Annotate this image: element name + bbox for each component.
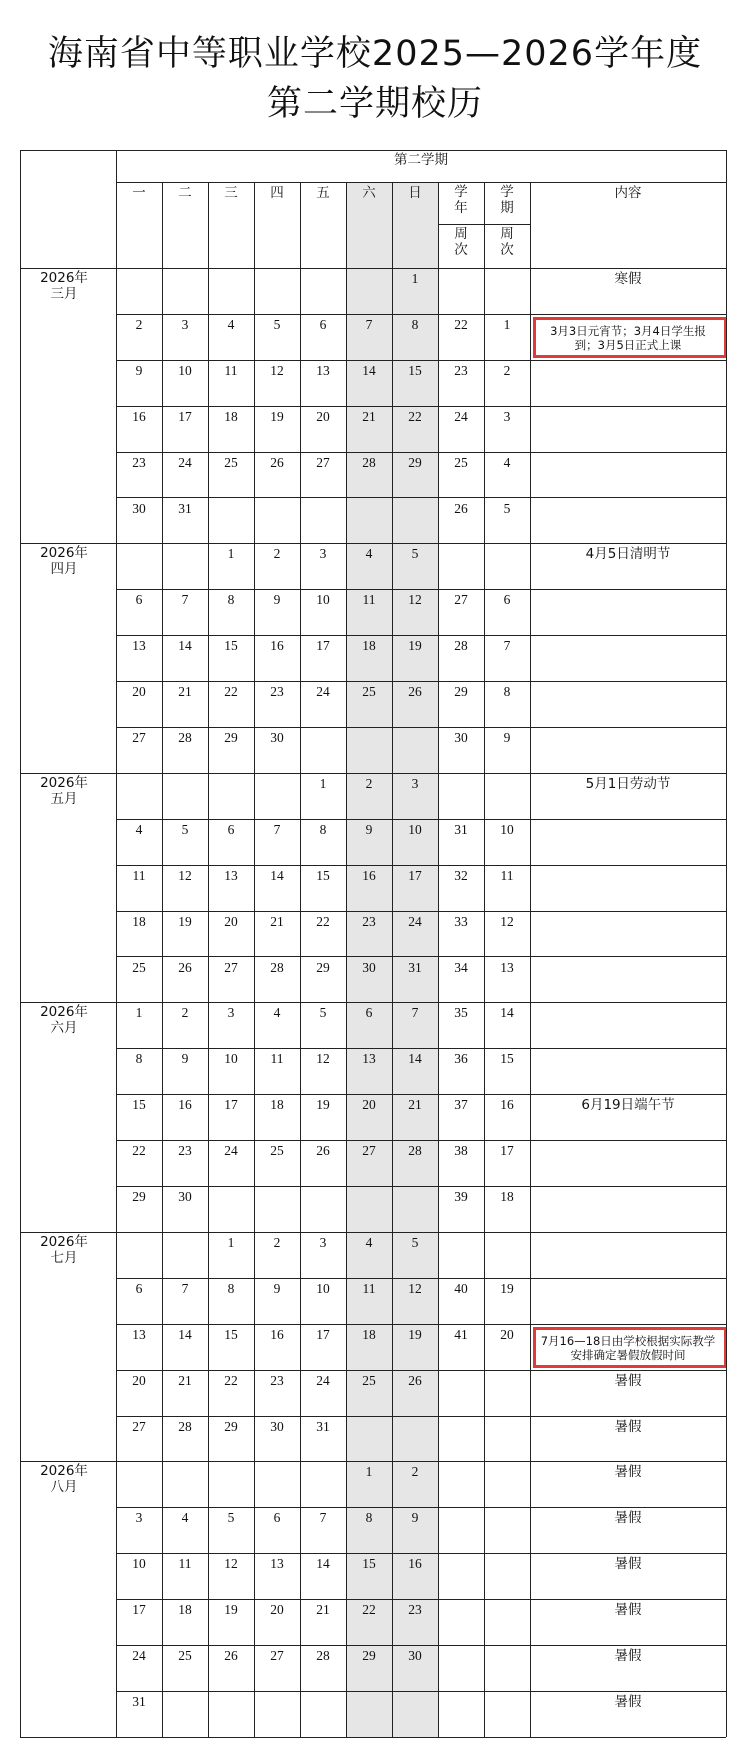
day-cell: 8 (319, 821, 327, 837)
day-cell: 5 (319, 1005, 327, 1021)
day-cell: 11 (132, 867, 146, 883)
weekday-header: 三 (224, 185, 238, 201)
day-cell: 26 (178, 959, 192, 975)
day-cell: 6 (365, 1005, 373, 1021)
day-cell: 27 (132, 1418, 146, 1434)
day-cell: 11 (178, 1556, 192, 1572)
month-label: 2026年 八月 (40, 1463, 88, 1496)
school-week-number: 40 (454, 1280, 468, 1296)
grid-line (208, 182, 209, 1737)
school-week-number: 28 (454, 638, 468, 654)
day-cell: 28 (270, 959, 284, 975)
month-label: 2026年 七月 (40, 1233, 88, 1266)
day-cell: 1 (411, 271, 419, 286)
term-week-number: 12 (500, 913, 514, 929)
day-cell: 4 (365, 546, 373, 562)
day-cell: 4 (365, 1234, 373, 1250)
day-cell: 2 (411, 1464, 419, 1480)
day-cell: 22 (132, 1143, 146, 1159)
school-week-number: 23 (454, 362, 468, 378)
day-cell: 14 (178, 638, 192, 654)
day-cell: 28 (316, 1648, 330, 1663)
day-cell: 17 (132, 1602, 146, 1618)
day-cell: 5 (227, 1510, 235, 1526)
day-cell: 20 (224, 913, 238, 929)
day-cell: 15 (224, 1326, 238, 1342)
day-cell: 21 (408, 1097, 422, 1113)
grid-line (20, 773, 726, 774)
day-cell: 29 (316, 959, 330, 975)
day-cell: 23 (270, 1372, 284, 1388)
day-cell: 12 (316, 1051, 330, 1067)
school-week-header: 学 年 (454, 184, 468, 216)
content-note: 暑假 (614, 1372, 642, 1389)
day-cell: 6 (135, 1280, 143, 1296)
content-note: 7月16—18日由学校根据实际教学安排确定暑假放假时间 (540, 1333, 716, 1362)
day-cell: 7 (181, 592, 189, 608)
day-cell: 9 (411, 1510, 419, 1526)
day-cell: 18 (132, 913, 146, 929)
day-cell: 15 (362, 1556, 376, 1572)
school-week-number: 37 (454, 1097, 468, 1113)
day-cell: 9 (135, 362, 143, 378)
day-cell: 18 (270, 1097, 284, 1113)
grid-line (392, 182, 393, 1737)
school-week-sub-header: 周 次 (454, 226, 468, 258)
day-cell: 16 (270, 638, 284, 654)
day-cell: 25 (362, 684, 376, 700)
day-cell: 23 (408, 1602, 422, 1618)
day-cell: 27 (224, 959, 238, 975)
day-cell: 1 (227, 546, 235, 562)
day-cell: 17 (316, 1326, 330, 1342)
day-cell: 1 (365, 1464, 373, 1480)
day-cell: 6 (227, 821, 235, 837)
highlight-box (533, 1327, 727, 1368)
grid-line (20, 1461, 726, 1462)
month-label: 2026年 四月 (40, 545, 88, 578)
day-cell: 20 (270, 1602, 284, 1618)
day-cell: 12 (408, 592, 422, 608)
day-cell: 12 (408, 1280, 422, 1296)
day-cell: 2 (365, 775, 373, 791)
day-cell: 18 (178, 1602, 192, 1618)
day-cell: 9 (181, 1051, 189, 1067)
day-cell: 26 (270, 454, 284, 470)
day-cell: 29 (362, 1648, 376, 1663)
day-cell: 31 (178, 500, 192, 516)
day-cell: 10 (408, 821, 422, 837)
month-label: 2026年 五月 (40, 774, 88, 807)
day-cell: 24 (224, 1143, 238, 1159)
term-week-number: 2 (503, 362, 511, 378)
school-week-number: 26 (454, 500, 468, 516)
day-cell: 7 (181, 1280, 189, 1296)
day-cell: 21 (178, 684, 192, 700)
day-cell: 17 (178, 408, 192, 424)
day-cell: 22 (408, 408, 422, 424)
term-week-number: 19 (500, 1280, 514, 1296)
day-cell: 22 (224, 1372, 238, 1388)
grid-line (484, 182, 485, 1737)
day-cell: 16 (178, 1097, 192, 1113)
highlight-box (533, 317, 727, 358)
grid-line (300, 182, 301, 1737)
day-cell: 15 (316, 867, 330, 883)
day-cell: 5 (181, 821, 189, 837)
content-note: 4月5日清明节 (585, 546, 671, 563)
day-cell: 7 (411, 1005, 419, 1021)
day-cell: 26 (224, 1648, 238, 1663)
school-week-number: 36 (454, 1051, 468, 1067)
day-cell: 23 (270, 684, 284, 700)
day-cell: 13 (316, 362, 330, 378)
day-cell: 6 (319, 316, 327, 332)
term-week-number: 5 (503, 500, 511, 516)
day-cell: 12 (270, 362, 284, 378)
day-cell: 18 (362, 638, 376, 654)
term-week-number: 3 (503, 408, 511, 424)
day-cell: 24 (132, 1648, 146, 1663)
day-cell: 19 (408, 1326, 422, 1342)
day-cell: 18 (224, 408, 238, 424)
day-cell: 14 (178, 1326, 192, 1342)
day-cell: 15 (408, 362, 422, 378)
grid-line (530, 182, 531, 1737)
term-week-sub-header: 周 次 (500, 226, 514, 258)
term-week-number: 7 (503, 638, 511, 654)
day-cell: 8 (227, 592, 235, 608)
grid-line (116, 150, 117, 1737)
term-week-header: 学 期 (500, 184, 514, 216)
day-cell: 11 (224, 362, 238, 378)
day-cell: 1 (227, 1234, 235, 1250)
table-right-border (726, 150, 727, 1737)
day-cell: 19 (224, 1602, 238, 1618)
day-cell: 29 (132, 1189, 146, 1204)
day-cell: 27 (132, 730, 146, 745)
content-note: 暑假 (614, 1418, 642, 1435)
content-header: 内容 (614, 185, 642, 201)
content-note: 暑假 (614, 1510, 642, 1527)
day-cell: 5 (411, 1234, 419, 1250)
day-cell: 26 (408, 684, 422, 700)
page-title: 海南省中等职业学校2025—2026学年度 (47, 34, 703, 74)
term-week-number: 18 (500, 1189, 514, 1204)
day-cell: 3 (319, 1234, 327, 1250)
day-cell: 27 (316, 454, 330, 470)
day-cell: 3 (181, 316, 189, 332)
day-cell: 1 (319, 775, 327, 791)
day-cell: 4 (273, 1005, 281, 1021)
weekday-header: 日 (408, 185, 422, 201)
day-cell: 16 (132, 408, 146, 424)
day-cell: 12 (178, 867, 192, 883)
school-week-number: 33 (454, 913, 468, 929)
day-cell: 2 (273, 546, 281, 562)
day-cell: 13 (132, 638, 146, 654)
day-cell: 27 (270, 1648, 284, 1663)
day-cell: 17 (224, 1097, 238, 1113)
day-cell: 2 (181, 1005, 189, 1021)
content-note: 3月3日元宵节；3月4日学生报到；3月5日正式上课 (550, 323, 706, 352)
day-cell: 27 (362, 1143, 376, 1159)
day-cell: 14 (316, 1556, 330, 1572)
day-cell: 10 (316, 592, 330, 608)
grid-line (254, 182, 255, 1737)
day-cell: 30 (132, 500, 146, 516)
month-label: 2026年 三月 (40, 270, 88, 302)
day-cell: 22 (316, 913, 330, 929)
day-cell: 16 (362, 867, 376, 883)
month-label: 2026年 六月 (40, 1004, 88, 1037)
day-cell: 5 (411, 546, 419, 562)
day-cell: 30 (178, 1189, 192, 1204)
day-cell: 19 (178, 913, 192, 929)
day-cell: 22 (362, 1602, 376, 1618)
day-cell: 24 (178, 454, 192, 470)
term-week-number: 17 (500, 1143, 514, 1159)
day-cell: 19 (408, 638, 422, 654)
school-week-number: 39 (454, 1189, 468, 1204)
day-cell: 21 (316, 1602, 330, 1618)
day-cell: 20 (316, 408, 330, 424)
grid-line (346, 182, 347, 1737)
day-cell: 28 (362, 454, 376, 470)
day-cell: 23 (132, 454, 146, 470)
grid-line (20, 1232, 726, 1233)
school-week-number: 31 (454, 821, 468, 837)
grid-line (20, 543, 726, 544)
day-cell: 14 (270, 867, 284, 883)
day-cell: 3 (319, 546, 327, 562)
day-cell: 9 (273, 1280, 281, 1296)
day-cell: 23 (362, 913, 376, 929)
day-cell: 17 (316, 638, 330, 654)
day-cell: 8 (135, 1051, 143, 1067)
day-cell: 30 (362, 959, 376, 975)
day-cell: 7 (273, 821, 281, 837)
school-week-number: 30 (454, 730, 468, 745)
content-note: 暑假 (614, 1693, 642, 1710)
term-week-number: 1 (503, 316, 511, 332)
school-week-number: 32 (454, 867, 468, 883)
school-week-number: 27 (454, 592, 468, 608)
day-cell: 25 (362, 1372, 376, 1388)
day-cell: 10 (224, 1051, 238, 1067)
term-week-number: 13 (500, 959, 514, 975)
grid-line (162, 182, 163, 1737)
day-cell: 4 (181, 1510, 189, 1526)
term-week-number: 20 (500, 1326, 514, 1342)
table-left-border (20, 150, 21, 1737)
school-week-number: 34 (454, 959, 468, 975)
day-cell: 17 (408, 867, 422, 883)
content-note: 暑假 (614, 1648, 642, 1664)
day-cell: 9 (365, 821, 373, 837)
weekday-header: 二 (178, 185, 192, 201)
day-cell: 11 (362, 1280, 376, 1296)
day-cell: 3 (411, 775, 419, 791)
day-cell: 13 (224, 867, 238, 883)
content-note: 暑假 (614, 1556, 642, 1573)
day-cell: 16 (270, 1326, 284, 1342)
day-cell: 8 (227, 1280, 235, 1296)
weekday-header: 六 (362, 185, 376, 201)
term-week-number: 4 (503, 454, 511, 470)
day-cell: 29 (224, 730, 238, 745)
term-week-number: 11 (500, 867, 514, 883)
day-cell: 25 (178, 1648, 192, 1663)
term-week-number: 14 (500, 1005, 514, 1021)
day-cell: 20 (132, 1372, 146, 1388)
day-cell: 18 (362, 1326, 376, 1342)
term-week-number: 15 (500, 1051, 514, 1067)
day-cell: 3 (135, 1510, 143, 1526)
day-cell: 13 (362, 1051, 376, 1067)
school-week-number: 41 (454, 1326, 468, 1342)
day-cell: 10 (132, 1556, 146, 1572)
semester-header: 第二学期 (394, 152, 448, 168)
content-note: 6月19日端午节 (581, 1097, 675, 1114)
school-week-number: 24 (454, 408, 468, 424)
term-week-number: 16 (500, 1097, 514, 1113)
day-cell: 31 (132, 1693, 146, 1709)
day-cell: 24 (316, 1372, 330, 1388)
day-cell: 15 (132, 1097, 146, 1113)
weekday-header: 五 (316, 185, 330, 201)
school-week-number: 29 (454, 684, 468, 700)
day-cell: 31 (408, 959, 422, 975)
day-cell: 24 (408, 913, 422, 929)
day-cell: 12 (224, 1556, 238, 1572)
day-cell: 30 (270, 1418, 284, 1434)
term-week-number: 9 (503, 730, 511, 745)
content-note: 暑假 (614, 1602, 642, 1619)
day-cell: 31 (316, 1418, 330, 1434)
day-cell: 26 (316, 1143, 330, 1159)
day-cell: 14 (362, 362, 376, 378)
day-cell: 2 (135, 316, 143, 332)
day-cell: 6 (135, 592, 143, 608)
day-cell: 8 (411, 316, 419, 332)
day-cell: 13 (132, 1326, 146, 1342)
day-cell: 30 (408, 1648, 422, 1663)
day-cell: 21 (270, 913, 284, 929)
content-note: 暑假 (614, 1464, 642, 1481)
day-cell: 6 (273, 1510, 281, 1526)
content-note: 5月1日劳动节 (585, 775, 671, 792)
day-cell: 13 (270, 1556, 284, 1572)
day-cell: 20 (132, 684, 146, 700)
day-cell: 5 (273, 316, 281, 332)
grid-line (438, 182, 439, 1737)
day-cell: 7 (319, 1510, 327, 1526)
term-week-number: 10 (500, 821, 514, 837)
day-cell: 14 (408, 1051, 422, 1067)
grid-line (20, 268, 726, 269)
day-cell: 29 (408, 454, 422, 470)
weekday-header: 四 (270, 185, 284, 201)
table-top-border (20, 150, 726, 151)
day-cell: 25 (270, 1143, 284, 1159)
day-cell: 28 (178, 730, 192, 745)
day-cell: 11 (362, 592, 376, 608)
day-cell: 19 (270, 408, 284, 424)
school-week-number: 35 (454, 1005, 468, 1021)
day-cell: 4 (135, 821, 143, 837)
day-cell: 16 (408, 1556, 422, 1572)
content-note: 寒假 (614, 271, 642, 287)
school-week-number: 25 (454, 454, 468, 470)
day-cell: 25 (132, 959, 146, 975)
day-cell: 9 (273, 592, 281, 608)
day-cell: 22 (224, 684, 238, 700)
day-cell: 21 (178, 1372, 192, 1388)
day-cell: 28 (178, 1418, 192, 1434)
day-cell: 1 (135, 1005, 143, 1021)
day-cell: 19 (316, 1097, 330, 1113)
day-cell: 2 (273, 1234, 281, 1250)
school-week-number: 22 (454, 316, 468, 332)
day-cell: 25 (224, 454, 238, 470)
term-week-number: 8 (503, 684, 511, 700)
day-cell: 26 (408, 1372, 422, 1388)
day-cell: 21 (362, 408, 376, 424)
day-cell: 29 (224, 1418, 238, 1434)
day-cell: 7 (365, 316, 373, 332)
day-cell: 3 (227, 1005, 235, 1021)
weekday-header: 一 (132, 185, 146, 201)
day-cell: 30 (270, 730, 284, 745)
day-cell: 23 (178, 1143, 192, 1159)
page-subtitle: 第二学期校历 (266, 84, 483, 124)
school-week-number: 38 (454, 1143, 468, 1159)
day-cell: 15 (224, 638, 238, 654)
day-cell: 11 (270, 1051, 284, 1067)
day-cell: 20 (362, 1097, 376, 1113)
day-cell: 8 (365, 1510, 373, 1526)
day-cell: 28 (408, 1143, 422, 1159)
term-week-number: 6 (503, 592, 511, 608)
day-cell: 24 (316, 684, 330, 700)
day-cell: 10 (316, 1280, 330, 1296)
grid-line (20, 1002, 726, 1003)
day-cell: 10 (178, 362, 192, 378)
day-cell: 4 (227, 316, 235, 332)
